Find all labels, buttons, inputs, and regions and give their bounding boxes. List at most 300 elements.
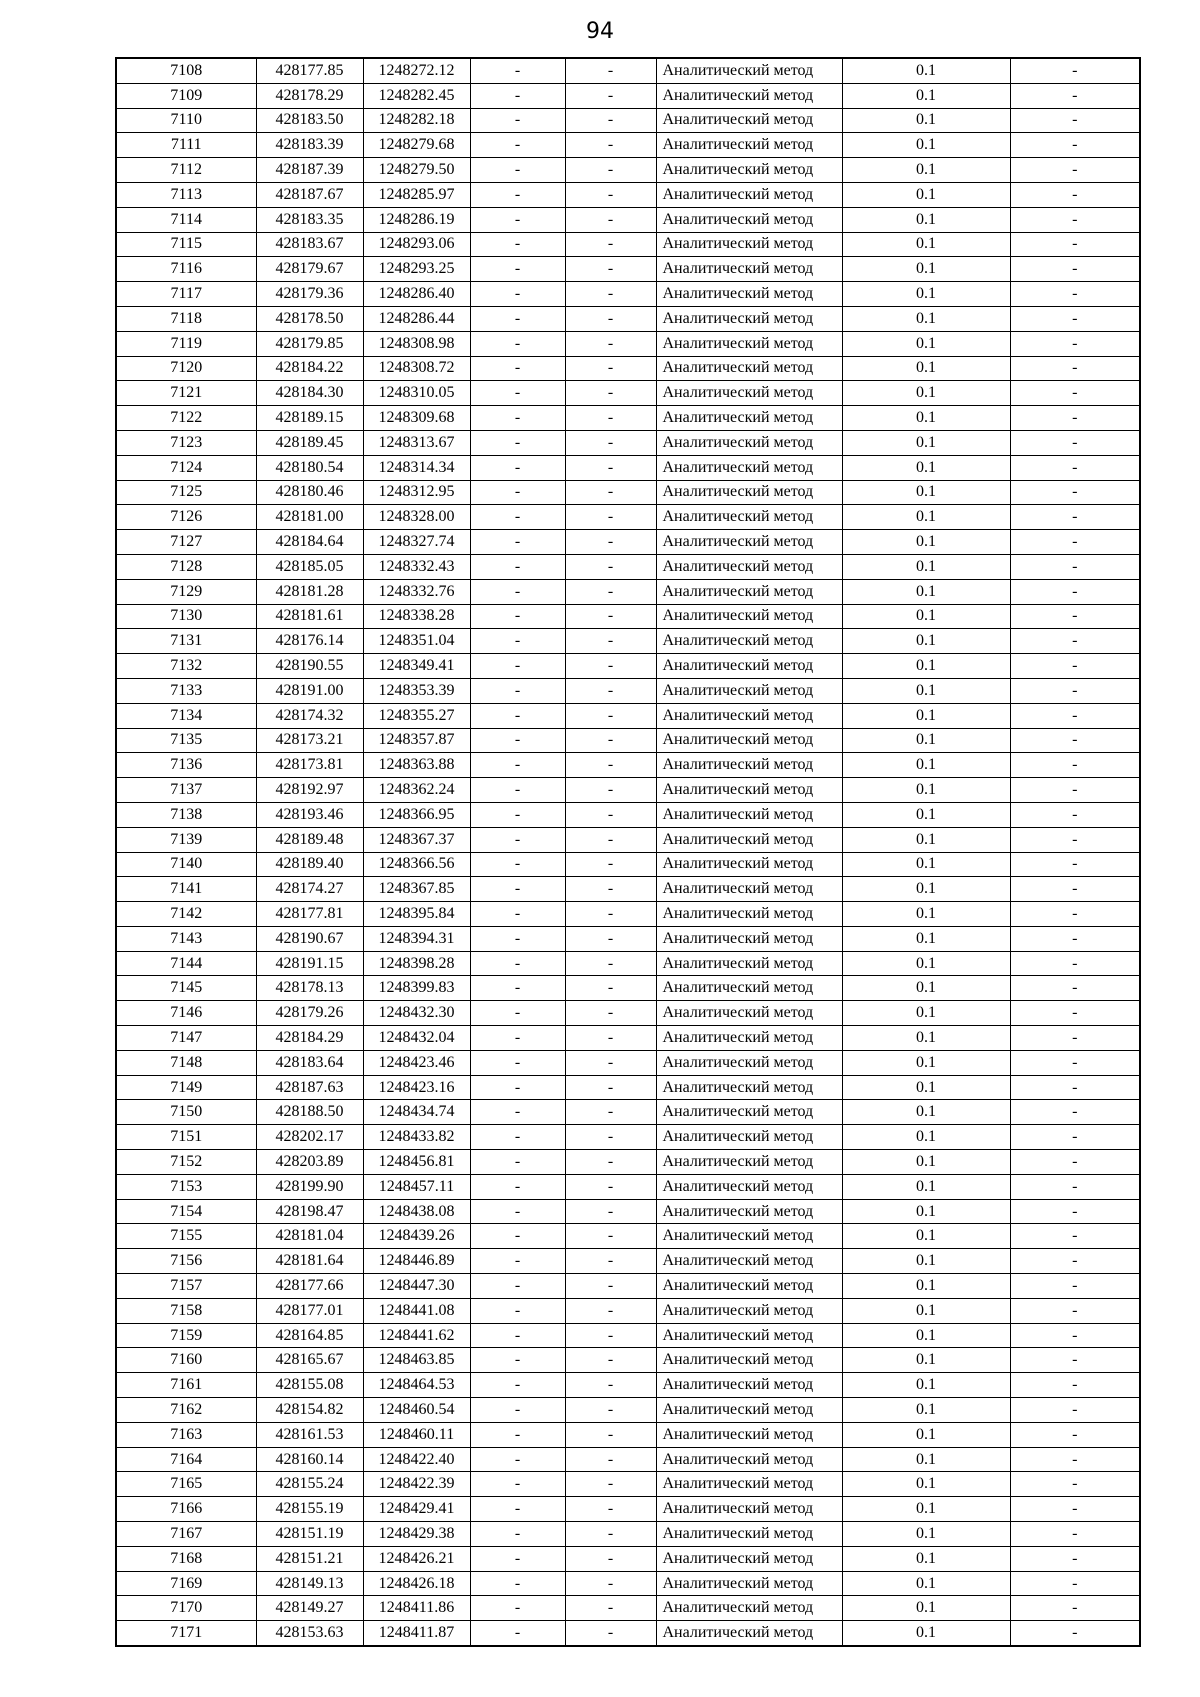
cell-col-8: - xyxy=(1010,480,1140,505)
page-number: 94 xyxy=(586,19,614,44)
cell-col-5: - xyxy=(565,356,656,381)
cell-y-coordinate: 1248293.25 xyxy=(363,257,470,282)
cell-y-coordinate: 1248426.18 xyxy=(363,1571,470,1596)
cell-col-4: - xyxy=(470,1596,565,1621)
cell-method: Аналитический метод xyxy=(656,703,842,728)
cell-point-number: 7121 xyxy=(116,381,256,406)
cell-col-8: - xyxy=(1010,207,1140,232)
cell-col-8: - xyxy=(1010,1571,1140,1596)
cell-x-coordinate: 428154.82 xyxy=(256,1398,363,1423)
cell-x-coordinate: 428193.46 xyxy=(256,802,363,827)
cell-accuracy: 0.1 xyxy=(842,1100,1010,1125)
cell-col-4: - xyxy=(470,83,565,108)
cell-col-8: - xyxy=(1010,381,1140,406)
cell-col-5: - xyxy=(565,827,656,852)
cell-y-coordinate: 1248429.38 xyxy=(363,1522,470,1547)
cell-col-8: - xyxy=(1010,1026,1140,1051)
cell-accuracy: 0.1 xyxy=(842,282,1010,307)
cell-col-4: - xyxy=(470,703,565,728)
table-row xyxy=(116,331,1140,356)
cell-method: Аналитический метод xyxy=(656,753,842,778)
cell-col-8: - xyxy=(1010,1447,1140,1472)
cell-method: Аналитический метод xyxy=(656,976,842,1001)
cell-accuracy: 0.1 xyxy=(842,1050,1010,1075)
cell-x-coordinate: 428198.47 xyxy=(256,1199,363,1224)
cell-method: Аналитический метод xyxy=(656,1571,842,1596)
cell-y-coordinate: 1248395.84 xyxy=(363,902,470,927)
cell-method: Аналитический метод xyxy=(656,678,842,703)
cell-col-5: - xyxy=(565,530,656,555)
cell-x-coordinate: 428181.00 xyxy=(256,505,363,530)
cell-x-coordinate: 428178.50 xyxy=(256,306,363,331)
cell-point-number: 7170 xyxy=(116,1596,256,1621)
cell-y-coordinate: 1248399.83 xyxy=(363,976,470,1001)
table-row xyxy=(116,530,1140,555)
cell-x-coordinate: 428202.17 xyxy=(256,1125,363,1150)
cell-x-coordinate: 428183.64 xyxy=(256,1050,363,1075)
cell-col-4: - xyxy=(470,1621,565,1646)
cell-col-5: - xyxy=(565,1447,656,1472)
cell-y-coordinate: 1248441.62 xyxy=(363,1323,470,1348)
cell-method: Аналитический метод xyxy=(656,505,842,530)
cell-col-5: - xyxy=(565,455,656,480)
cell-col-5: - xyxy=(565,331,656,356)
cell-accuracy: 0.1 xyxy=(842,1621,1010,1646)
cell-col-8: - xyxy=(1010,505,1140,530)
cell-point-number: 7115 xyxy=(116,232,256,257)
cell-point-number: 7159 xyxy=(116,1323,256,1348)
cell-col-5: - xyxy=(565,257,656,282)
cell-accuracy: 0.1 xyxy=(842,182,1010,207)
cell-col-5: - xyxy=(565,1497,656,1522)
cell-accuracy: 0.1 xyxy=(842,381,1010,406)
table-row xyxy=(116,1373,1140,1398)
cell-col-8: - xyxy=(1010,951,1140,976)
cell-y-coordinate: 1248279.68 xyxy=(363,133,470,158)
cell-y-coordinate: 1248351.04 xyxy=(363,629,470,654)
cell-point-number: 7158 xyxy=(116,1298,256,1323)
cell-col-5: - xyxy=(565,1001,656,1026)
cell-point-number: 7128 xyxy=(116,554,256,579)
cell-method: Аналитический метод xyxy=(656,654,842,679)
cell-col-4: - xyxy=(470,282,565,307)
table-body xyxy=(116,58,1140,1646)
table-row xyxy=(116,1472,1140,1497)
cell-point-number: 7146 xyxy=(116,1001,256,1026)
cell-x-coordinate: 428155.24 xyxy=(256,1472,363,1497)
cell-point-number: 7164 xyxy=(116,1447,256,1472)
cell-col-5: - xyxy=(565,1398,656,1423)
cell-x-coordinate: 428178.13 xyxy=(256,976,363,1001)
table-row xyxy=(116,1398,1140,1423)
cell-col-5: - xyxy=(565,158,656,183)
cell-col-4: - xyxy=(470,877,565,902)
cell-y-coordinate: 1248422.39 xyxy=(363,1472,470,1497)
cell-col-8: - xyxy=(1010,1546,1140,1571)
cell-point-number: 7148 xyxy=(116,1050,256,1075)
cell-y-coordinate: 1248310.05 xyxy=(363,381,470,406)
cell-x-coordinate: 428160.14 xyxy=(256,1447,363,1472)
cell-method: Аналитический метод xyxy=(656,83,842,108)
cell-col-4: - xyxy=(470,108,565,133)
cell-y-coordinate: 1248441.08 xyxy=(363,1298,470,1323)
table-row xyxy=(116,1174,1140,1199)
cell-col-8: - xyxy=(1010,554,1140,579)
cell-method: Аналитический метод xyxy=(656,306,842,331)
cell-y-coordinate: 1248460.54 xyxy=(363,1398,470,1423)
cell-col-5: - xyxy=(565,1422,656,1447)
cell-col-8: - xyxy=(1010,1298,1140,1323)
cell-point-number: 7123 xyxy=(116,430,256,455)
cell-x-coordinate: 428151.19 xyxy=(256,1522,363,1547)
cell-method: Аналитический метод xyxy=(656,1174,842,1199)
cell-col-5: - xyxy=(565,579,656,604)
cell-y-coordinate: 1248398.28 xyxy=(363,951,470,976)
cell-point-number: 7140 xyxy=(116,852,256,877)
cell-y-coordinate: 1248434.74 xyxy=(363,1100,470,1125)
cell-col-8: - xyxy=(1010,976,1140,1001)
cell-col-4: - xyxy=(470,1546,565,1571)
cell-method: Аналитический метод xyxy=(656,554,842,579)
cell-point-number: 7169 xyxy=(116,1571,256,1596)
cell-x-coordinate: 428192.97 xyxy=(256,778,363,803)
cell-accuracy: 0.1 xyxy=(842,1001,1010,1026)
table-row xyxy=(116,802,1140,827)
cell-col-4: - xyxy=(470,207,565,232)
table-row xyxy=(116,1224,1140,1249)
cell-x-coordinate: 428183.35 xyxy=(256,207,363,232)
cell-col-4: - xyxy=(470,1497,565,1522)
cell-col-8: - xyxy=(1010,1522,1140,1547)
cell-col-5: - xyxy=(565,1075,656,1100)
cell-col-5: - xyxy=(565,505,656,530)
cell-col-5: - xyxy=(565,1224,656,1249)
cell-point-number: 7114 xyxy=(116,207,256,232)
cell-y-coordinate: 1248464.53 xyxy=(363,1373,470,1398)
cell-y-coordinate: 1248394.31 xyxy=(363,926,470,951)
cell-col-4: - xyxy=(470,306,565,331)
cell-col-5: - xyxy=(565,1199,656,1224)
cell-x-coordinate: 428187.67 xyxy=(256,182,363,207)
cell-point-number: 7161 xyxy=(116,1373,256,1398)
cell-x-coordinate: 428155.19 xyxy=(256,1497,363,1522)
cell-col-4: - xyxy=(470,1522,565,1547)
cell-method: Аналитический метод xyxy=(656,1546,842,1571)
cell-col-5: - xyxy=(565,83,656,108)
cell-col-5: - xyxy=(565,802,656,827)
cell-point-number: 7131 xyxy=(116,629,256,654)
cell-method: Аналитический метод xyxy=(656,480,842,505)
cell-point-number: 7166 xyxy=(116,1497,256,1522)
cell-point-number: 7137 xyxy=(116,778,256,803)
cell-col-8: - xyxy=(1010,1100,1140,1125)
table-row xyxy=(116,1447,1140,1472)
table-row xyxy=(116,1026,1140,1051)
cell-col-4: - xyxy=(470,629,565,654)
cell-col-8: - xyxy=(1010,1125,1140,1150)
cell-point-number: 7151 xyxy=(116,1125,256,1150)
cell-accuracy: 0.1 xyxy=(842,455,1010,480)
table-row xyxy=(116,877,1140,902)
cell-method: Аналитический метод xyxy=(656,802,842,827)
cell-col-4: - xyxy=(470,133,565,158)
cell-y-coordinate: 1248338.28 xyxy=(363,604,470,629)
cell-point-number: 7130 xyxy=(116,604,256,629)
cell-col-8: - xyxy=(1010,604,1140,629)
cell-method: Аналитический метод xyxy=(656,430,842,455)
table-row xyxy=(116,306,1140,331)
cell-col-5: - xyxy=(565,480,656,505)
cell-col-8: - xyxy=(1010,802,1140,827)
cell-method: Аналитический метод xyxy=(656,1472,842,1497)
cell-y-coordinate: 1248457.11 xyxy=(363,1174,470,1199)
cell-method: Аналитический метод xyxy=(656,381,842,406)
cell-method: Аналитический метод xyxy=(656,282,842,307)
cell-col-4: - xyxy=(470,1472,565,1497)
cell-accuracy: 0.1 xyxy=(842,158,1010,183)
cell-x-coordinate: 428184.64 xyxy=(256,530,363,555)
cell-y-coordinate: 1248366.95 xyxy=(363,802,470,827)
cell-x-coordinate: 428176.14 xyxy=(256,629,363,654)
cell-col-8: - xyxy=(1010,1199,1140,1224)
cell-col-5: - xyxy=(565,1472,656,1497)
cell-col-4: - xyxy=(470,1100,565,1125)
cell-col-8: - xyxy=(1010,257,1140,282)
cell-col-5: - xyxy=(565,1026,656,1051)
cell-accuracy: 0.1 xyxy=(842,554,1010,579)
cell-method: Аналитический метод xyxy=(656,778,842,803)
cell-col-8: - xyxy=(1010,629,1140,654)
cell-col-5: - xyxy=(565,1100,656,1125)
cell-col-5: - xyxy=(565,1596,656,1621)
table-row xyxy=(116,1323,1140,1348)
cell-x-coordinate: 428188.50 xyxy=(256,1100,363,1125)
cell-method: Аналитический метод xyxy=(656,455,842,480)
cell-col-8: - xyxy=(1010,158,1140,183)
cell-y-coordinate: 1248314.34 xyxy=(363,455,470,480)
cell-x-coordinate: 428184.29 xyxy=(256,1026,363,1051)
table-row xyxy=(116,455,1140,480)
cell-x-coordinate: 428183.39 xyxy=(256,133,363,158)
cell-x-coordinate: 428184.30 xyxy=(256,381,363,406)
cell-method: Аналитический метод xyxy=(656,604,842,629)
cell-accuracy: 0.1 xyxy=(842,902,1010,927)
cell-method: Аналитический метод xyxy=(656,1150,842,1175)
cell-accuracy: 0.1 xyxy=(842,1323,1010,1348)
cell-col-5: - xyxy=(565,207,656,232)
cell-method: Аналитический метод xyxy=(656,1001,842,1026)
cell-col-5: - xyxy=(565,1621,656,1646)
cell-col-8: - xyxy=(1010,728,1140,753)
cell-col-8: - xyxy=(1010,455,1140,480)
cell-col-5: - xyxy=(565,430,656,455)
cell-col-4: - xyxy=(470,1125,565,1150)
cell-col-4: - xyxy=(470,951,565,976)
cell-method: Аналитический метод xyxy=(656,1100,842,1125)
cell-point-number: 7147 xyxy=(116,1026,256,1051)
cell-y-coordinate: 1248349.41 xyxy=(363,654,470,679)
table-row xyxy=(116,232,1140,257)
table-row xyxy=(116,728,1140,753)
cell-col-4: - xyxy=(470,331,565,356)
cell-col-4: - xyxy=(470,182,565,207)
cell-accuracy: 0.1 xyxy=(842,678,1010,703)
cell-accuracy: 0.1 xyxy=(842,778,1010,803)
cell-y-coordinate: 1248332.76 xyxy=(363,579,470,604)
cell-method: Аналитический метод xyxy=(656,356,842,381)
cell-point-number: 7126 xyxy=(116,505,256,530)
cell-y-coordinate: 1248432.04 xyxy=(363,1026,470,1051)
table-row xyxy=(116,1249,1140,1274)
cell-x-coordinate: 428179.26 xyxy=(256,1001,363,1026)
cell-y-coordinate: 1248328.00 xyxy=(363,505,470,530)
cell-col-4: - xyxy=(470,1348,565,1373)
cell-col-8: - xyxy=(1010,1249,1140,1274)
cell-col-5: - xyxy=(565,1249,656,1274)
cell-x-coordinate: 428149.27 xyxy=(256,1596,363,1621)
cell-col-8: - xyxy=(1010,852,1140,877)
cell-col-4: - xyxy=(470,1150,565,1175)
cell-x-coordinate: 428183.67 xyxy=(256,232,363,257)
cell-col-4: - xyxy=(470,1050,565,1075)
cell-col-4: - xyxy=(470,158,565,183)
table-row xyxy=(116,1422,1140,1447)
cell-col-5: - xyxy=(565,133,656,158)
cell-y-coordinate: 1248313.67 xyxy=(363,430,470,455)
table-row xyxy=(116,1571,1140,1596)
cell-x-coordinate: 428173.81 xyxy=(256,753,363,778)
table-row xyxy=(116,1596,1140,1621)
cell-point-number: 7135 xyxy=(116,728,256,753)
cell-accuracy: 0.1 xyxy=(842,1596,1010,1621)
cell-col-4: - xyxy=(470,455,565,480)
cell-col-8: - xyxy=(1010,1348,1140,1373)
cell-y-coordinate: 1248463.85 xyxy=(363,1348,470,1373)
cell-method: Аналитический метод xyxy=(656,1026,842,1051)
cell-method: Аналитический метод xyxy=(656,1323,842,1348)
cell-x-coordinate: 428185.05 xyxy=(256,554,363,579)
cell-point-number: 7165 xyxy=(116,1472,256,1497)
cell-col-5: - xyxy=(565,1274,656,1299)
cell-method: Аналитический метод xyxy=(656,902,842,927)
cell-col-4: - xyxy=(470,554,565,579)
cell-point-number: 7108 xyxy=(116,58,256,83)
cell-x-coordinate: 428181.64 xyxy=(256,1249,363,1274)
cell-y-coordinate: 1248285.97 xyxy=(363,182,470,207)
cell-y-coordinate: 1248362.24 xyxy=(363,778,470,803)
cell-y-coordinate: 1248366.56 xyxy=(363,852,470,877)
table-row xyxy=(116,1100,1140,1125)
table-row xyxy=(116,356,1140,381)
table-row xyxy=(116,108,1140,133)
cell-col-8: - xyxy=(1010,1472,1140,1497)
cell-col-4: - xyxy=(470,381,565,406)
cell-method: Аналитический метод xyxy=(656,1199,842,1224)
cell-point-number: 7160 xyxy=(116,1348,256,1373)
cell-col-5: - xyxy=(565,1546,656,1571)
cell-y-coordinate: 1248411.87 xyxy=(363,1621,470,1646)
cell-point-number: 7111 xyxy=(116,133,256,158)
table-row xyxy=(116,430,1140,455)
cell-y-coordinate: 1248272.12 xyxy=(363,58,470,83)
cell-y-coordinate: 1248423.46 xyxy=(363,1050,470,1075)
cell-x-coordinate: 428179.85 xyxy=(256,331,363,356)
table-row xyxy=(116,703,1140,728)
cell-accuracy: 0.1 xyxy=(842,1373,1010,1398)
cell-x-coordinate: 428187.39 xyxy=(256,158,363,183)
table-row xyxy=(116,1075,1140,1100)
table-row xyxy=(116,133,1140,158)
cell-x-coordinate: 428174.32 xyxy=(256,703,363,728)
cell-point-number: 7113 xyxy=(116,182,256,207)
cell-point-number: 7119 xyxy=(116,331,256,356)
cell-x-coordinate: 428181.61 xyxy=(256,604,363,629)
cell-y-coordinate: 1248447.30 xyxy=(363,1274,470,1299)
cell-col-4: - xyxy=(470,1298,565,1323)
cell-x-coordinate: 428190.55 xyxy=(256,654,363,679)
cell-col-5: - xyxy=(565,182,656,207)
cell-method: Аналитический метод xyxy=(656,1348,842,1373)
cell-col-5: - xyxy=(565,951,656,976)
cell-y-coordinate: 1248286.40 xyxy=(363,282,470,307)
cell-col-5: - xyxy=(565,654,656,679)
cell-col-8: - xyxy=(1010,331,1140,356)
cell-accuracy: 0.1 xyxy=(842,1174,1010,1199)
cell-accuracy: 0.1 xyxy=(842,802,1010,827)
cell-accuracy: 0.1 xyxy=(842,1398,1010,1423)
cell-col-8: - xyxy=(1010,1075,1140,1100)
cell-x-coordinate: 428184.22 xyxy=(256,356,363,381)
table-row xyxy=(116,207,1140,232)
cell-point-number: 7117 xyxy=(116,282,256,307)
cell-point-number: 7138 xyxy=(116,802,256,827)
cell-accuracy: 0.1 xyxy=(842,728,1010,753)
cell-method: Аналитический метод xyxy=(656,1596,842,1621)
cell-accuracy: 0.1 xyxy=(842,976,1010,1001)
cell-x-coordinate: 428177.81 xyxy=(256,902,363,927)
cell-x-coordinate: 428174.27 xyxy=(256,877,363,902)
cell-col-4: - xyxy=(470,1199,565,1224)
cell-point-number: 7155 xyxy=(116,1224,256,1249)
cell-accuracy: 0.1 xyxy=(842,926,1010,951)
cell-accuracy: 0.1 xyxy=(842,579,1010,604)
cell-point-number: 7141 xyxy=(116,877,256,902)
cell-method: Аналитический метод xyxy=(656,406,842,431)
cell-col-8: - xyxy=(1010,1398,1140,1423)
cell-accuracy: 0.1 xyxy=(842,530,1010,555)
cell-y-coordinate: 1248438.08 xyxy=(363,1199,470,1224)
cell-method: Аналитический метод xyxy=(656,1075,842,1100)
table-row xyxy=(116,852,1140,877)
table-row xyxy=(116,1274,1140,1299)
cell-col-8: - xyxy=(1010,306,1140,331)
cell-x-coordinate: 428165.67 xyxy=(256,1348,363,1373)
table-row xyxy=(116,406,1140,431)
cell-col-4: - xyxy=(470,406,565,431)
cell-method: Аналитический метод xyxy=(656,232,842,257)
cell-y-coordinate: 1248353.39 xyxy=(363,678,470,703)
cell-col-8: - xyxy=(1010,356,1140,381)
cell-col-4: - xyxy=(470,654,565,679)
cell-y-coordinate: 1248423.16 xyxy=(363,1075,470,1100)
cell-point-number: 7129 xyxy=(116,579,256,604)
table-row xyxy=(116,753,1140,778)
cell-y-coordinate: 1248439.26 xyxy=(363,1224,470,1249)
cell-method: Аналитический метод xyxy=(656,926,842,951)
cell-y-coordinate: 1248426.21 xyxy=(363,1546,470,1571)
cell-x-coordinate: 428177.85 xyxy=(256,58,363,83)
cell-method: Аналитический метод xyxy=(656,1522,842,1547)
